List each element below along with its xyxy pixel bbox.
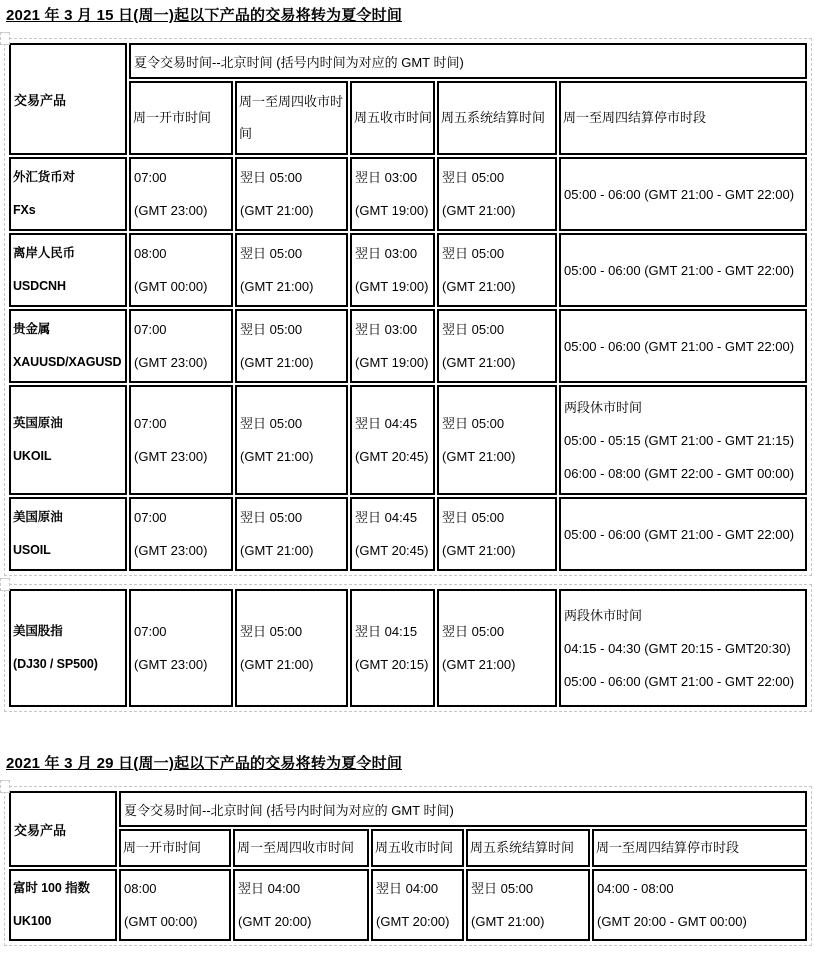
cell-line: 翌日 05:00	[471, 881, 534, 896]
col-header-product: 交易产品	[9, 43, 127, 155]
cell-line: (GMT 21:00)	[240, 657, 314, 672]
cell-time	[119, 869, 231, 941]
cell-time	[371, 869, 464, 941]
cell-time	[350, 385, 435, 495]
cell-line: (GMT 21:00)	[240, 279, 314, 294]
section1-title: 2021 年 3 月 15 日(周一)起以下产品的交易将转为夏令时间	[6, 7, 403, 24]
cell-line: (GMT 21:00)	[442, 449, 516, 464]
trading-hours-table-mar15	[7, 41, 809, 573]
cell-line: (GMT 21:00)	[240, 543, 314, 558]
cell-line: 07:00	[134, 510, 167, 525]
table-anchor-icon[interactable]	[0, 578, 10, 591]
cell-line: (GMT 21:00)	[442, 657, 516, 672]
col-header-product: 交易产品	[9, 791, 117, 867]
cell-time	[559, 157, 807, 231]
cell-product	[9, 233, 127, 307]
cell-line: (GMT 00:00)	[134, 279, 208, 294]
cell-line: 翌日 05:00	[240, 416, 303, 431]
cell-time	[235, 157, 348, 231]
cell-time	[350, 309, 435, 383]
cell-line: (GMT 23:00)	[134, 449, 208, 464]
table-anchor-icon[interactable]	[0, 32, 10, 45]
cell-product	[9, 157, 127, 231]
col-header-1: 周一至周四收市时间	[233, 829, 369, 867]
cell-line: (GMT 19:00)	[355, 279, 429, 294]
cell-line: 美国原油	[13, 510, 63, 524]
table-row	[9, 869, 807, 941]
cell-time	[437, 589, 557, 707]
cell-line: 两段休市时间	[564, 607, 643, 623]
header-summer-time-span: 夏令交易时间--北京时间 (括号内时间为对应的 GMT 时间)	[129, 43, 807, 79]
trading-hours-table-mar29	[7, 789, 809, 943]
cell-line: 翌日 05:00	[442, 416, 505, 431]
cell-time	[437, 233, 557, 307]
cell-time	[559, 309, 807, 383]
cell-line: 翌日 05:00	[240, 510, 303, 525]
table-row	[9, 233, 807, 307]
cell-line: 外汇货币对	[13, 170, 76, 184]
cell-time	[235, 497, 348, 571]
cell-time	[129, 497, 233, 571]
col-header-3: 周五系统结算时间	[437, 81, 557, 155]
cell-time	[350, 233, 435, 307]
cell-line: (GMT 21:00)	[442, 543, 516, 558]
cell-time	[235, 385, 348, 495]
cell-time	[350, 497, 435, 571]
cell-line: 翌日 04:15	[355, 624, 418, 639]
cell-line: (GMT 21:00)	[471, 914, 545, 929]
cell-line: 翌日 05:00	[442, 510, 505, 525]
cell-time	[235, 309, 348, 383]
cell-time	[437, 309, 557, 383]
cell-line: 翌日 03:00	[355, 170, 418, 185]
cell-time	[437, 497, 557, 571]
mar15-table-wrap	[4, 38, 812, 576]
col-header-4: 周一至周四结算停市时段	[559, 81, 807, 155]
cell-line: 翌日 04:00	[238, 881, 301, 896]
cell-line: FXs	[13, 203, 36, 217]
table-row	[9, 309, 807, 383]
cell-time	[129, 589, 233, 707]
cell-line: 两段休市时间	[564, 399, 643, 415]
cell-line: 离岸人民币	[13, 246, 76, 260]
cell-time	[559, 589, 807, 707]
col-header-4: 周一至周四结算停市时段	[592, 829, 807, 867]
cell-line: (GMT 20:45)	[355, 543, 429, 558]
cell-line: 英国原油	[13, 416, 63, 430]
cell-line: XAUUSD/XAGUSD	[13, 355, 122, 369]
cell-time	[559, 233, 807, 307]
col-header-0: 周一开市时间	[129, 81, 233, 155]
cell-line: 翌日 03:00	[355, 246, 418, 261]
cell-line: 07:00	[134, 322, 167, 337]
cell-line: (GMT 20:45)	[355, 449, 429, 464]
cell-line: 05:00 - 06:00 (GMT 21:00 - GMT 22:00)	[564, 526, 795, 542]
table-row	[9, 589, 807, 707]
cell-line: 翌日 05:00	[240, 246, 303, 261]
cell-line: 翌日 05:00	[442, 246, 505, 261]
cell-line: (GMT 21:00)	[442, 279, 516, 294]
col-header-2: 周五收市时间	[371, 829, 464, 867]
cell-time	[437, 157, 557, 231]
cell-line: UKOIL	[13, 449, 52, 463]
cell-line: (GMT 19:00)	[355, 355, 429, 370]
cell-line: 07:00	[134, 170, 167, 185]
cell-product	[9, 385, 127, 495]
cell-line: 翌日 05:00	[442, 322, 505, 337]
col-header-2: 周五收市时间	[350, 81, 435, 155]
cell-line: 05:00 - 06:00 (GMT 21:00 - GMT 22:00)	[564, 186, 795, 202]
cell-line: 翌日 04:45	[355, 416, 418, 431]
cell-product	[9, 497, 127, 571]
cell-line: (GMT 21:00)	[240, 449, 314, 464]
col-header-1: 周一至周四收市时间	[235, 81, 348, 155]
cell-line: 06:00 - 08:00 (GMT 22:00 - GMT 00:00)	[564, 465, 795, 481]
mar29-table-wrap	[4, 786, 812, 946]
cell-line: 翌日 03:00	[355, 322, 418, 337]
cell-line: 04:15 - 04:30 (GMT 20:15 - GMT20:30)	[564, 640, 791, 656]
cell-time	[559, 385, 807, 495]
cell-time	[559, 497, 807, 571]
cell-line: (GMT 20:00)	[238, 914, 312, 929]
cell-line: 05:00 - 06:00 (GMT 21:00 - GMT 22:00)	[564, 262, 795, 278]
us-index-table-wrap	[4, 584, 812, 712]
cell-line: 04:00 - 08:00	[597, 881, 674, 896]
header-summer-time-span: 夏令交易时间--北京时间 (括号内时间为对应的 GMT 时间)	[119, 791, 807, 827]
cell-line: (GMT 20:00)	[376, 914, 450, 929]
cell-line: 05:00 - 05:15 (GMT 21:00 - GMT 21:15)	[564, 432, 795, 448]
cell-time	[129, 385, 233, 495]
table-row	[9, 157, 807, 231]
cell-time	[235, 589, 348, 707]
cell-line: USDCNH	[13, 279, 66, 293]
cell-line: 05:00 - 06:00 (GMT 21:00 - GMT 22:00)	[564, 673, 795, 689]
cell-line: 翌日 05:00	[240, 170, 303, 185]
cell-line: (GMT 21:00)	[240, 355, 314, 370]
cell-line: (GMT 23:00)	[134, 355, 208, 370]
cell-product	[9, 589, 127, 707]
cell-time	[129, 157, 233, 231]
cell-product	[9, 869, 117, 941]
cell-line: 07:00	[134, 624, 167, 639]
cell-line: 翌日 05:00	[442, 624, 505, 639]
cell-line: (GMT 23:00)	[134, 543, 208, 558]
cell-line: 富时 100 指数	[13, 881, 90, 895]
cell-line: (GMT 21:00)	[442, 355, 516, 370]
cell-product	[9, 309, 127, 383]
cell-line: (GMT 19:00)	[355, 203, 429, 218]
cell-time	[437, 385, 557, 495]
cell-line: 05:00 - 06:00 (GMT 21:00 - GMT 22:00)	[564, 338, 795, 354]
cell-line: 贵金属	[13, 322, 51, 336]
cell-line: 08:00	[124, 881, 157, 896]
cell-time	[129, 233, 233, 307]
cell-line: (GMT 20:00 - GMT 00:00)	[597, 914, 747, 929]
table-row	[9, 497, 807, 571]
cell-line: 翌日 05:00	[240, 624, 303, 639]
cell-line: (DJ30 / SP500)	[13, 657, 98, 671]
table-row	[9, 385, 807, 495]
section2-title: 2021 年 3 月 29 日(周一)起以下产品的交易将转为夏令时间	[6, 755, 403, 772]
cell-line: (GMT 23:00)	[134, 657, 208, 672]
table-anchor-icon[interactable]	[0, 780, 10, 793]
cell-time	[350, 157, 435, 231]
cell-line: 美国股指	[13, 624, 63, 638]
cell-line: 翌日 05:00	[240, 322, 303, 337]
cell-time	[233, 869, 369, 941]
cell-time	[235, 233, 348, 307]
cell-line: 翌日 04:45	[355, 510, 418, 525]
cell-line: (GMT 20:15)	[355, 657, 429, 672]
cell-line: (GMT 21:00)	[442, 203, 516, 218]
cell-line: 翌日 05:00	[442, 170, 505, 185]
col-header-0: 周一开市时间	[119, 829, 231, 867]
cell-line: (GMT 21:00)	[240, 203, 314, 218]
cell-line: UK100	[13, 914, 52, 928]
cell-time	[350, 589, 435, 707]
cell-line: 08:00	[134, 246, 167, 261]
cell-line: (GMT 23:00)	[134, 203, 208, 218]
cell-time	[129, 309, 233, 383]
cell-time	[466, 869, 590, 941]
cell-line: (GMT 00:00)	[124, 914, 198, 929]
cell-line: 07:00	[134, 416, 167, 431]
cell-line: USOIL	[13, 543, 51, 557]
cell-time	[592, 869, 807, 941]
us-index-table	[7, 587, 809, 709]
col-header-3: 周五系统结算时间	[466, 829, 590, 867]
cell-line: 翌日 04:00	[376, 881, 439, 896]
